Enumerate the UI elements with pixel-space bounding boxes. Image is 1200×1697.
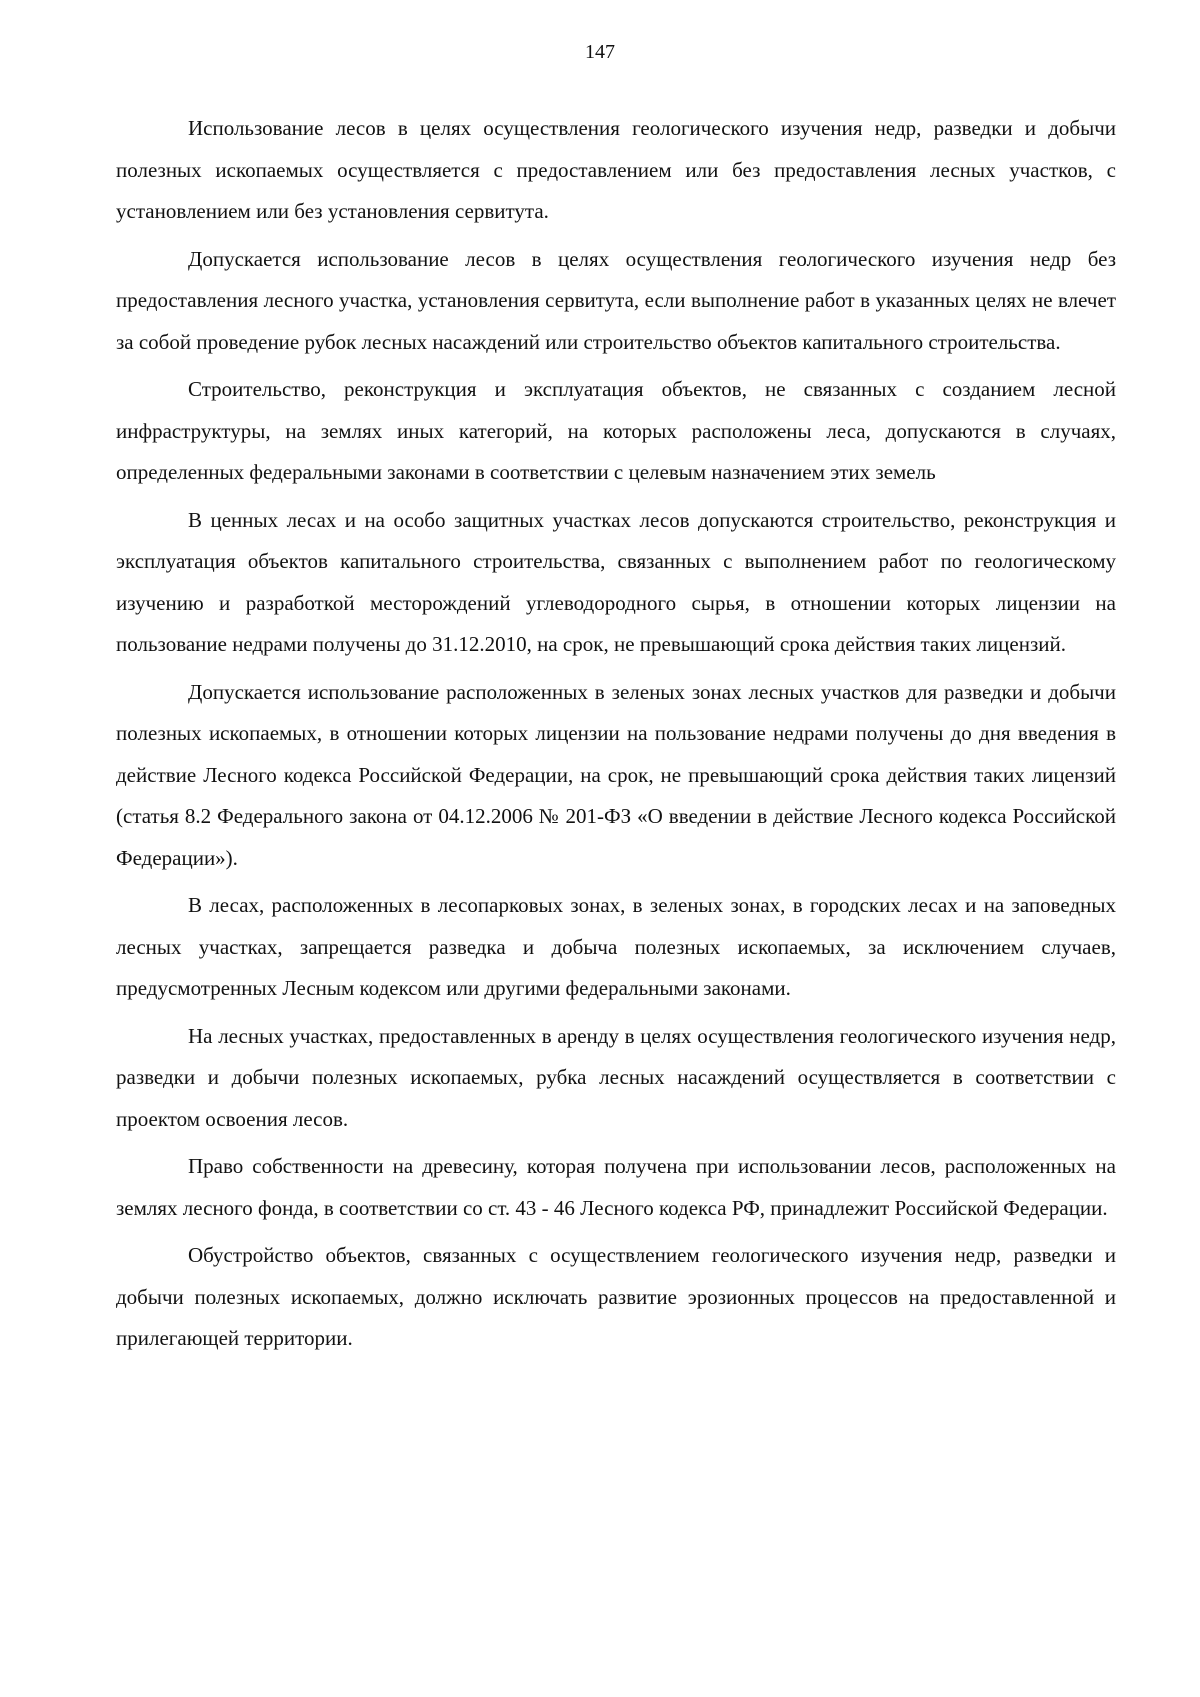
document-body — [116, 108, 1116, 1366]
paragraph: Допускается использование лесов в целях осуществления геологического изучения недр без предоставления лесного участка, установления сервитута, если выполнение работ в указанных целях не влечет за собой проведение рубок лесных насаждений или строительство объектов капитального строительства. — [116, 246, 1116, 354]
paragraph: В ценных лесах и на особо защитных участках лесов допускаются строительство, реконструкция и эксплуатация объектов капитального строительства, связанных с выполнением работ по геологическому изучению и разработкой месторождений углеводородного сырья, в отношении которых лицензии на пользование недрами получены до 31.12.2010, на срок, не превышающий срока действия таких лицензий. — [116, 507, 1116, 656]
paragraph: Строительство, реконструкция и эксплуатация объектов, не связанных с созданием лесной инфраструктуры, на землях иных категорий, на которых расположены леса, допускаются в случаях, определенных федеральными законами в соответствии с целевым назначением этих земель — [116, 377, 1116, 484]
page-number: 147 — [585, 41, 615, 63]
paragraph: Допускается использование расположенных в зеленых зонах лесных участков для разведки и добычи полезных ископаемых, в отношении которых лицензии на пользование недрами получены до дня введения в действие Лесного кодекса Российской Федерации, на срок, не превышающий срока действия таких лицензий (статья 8.2 Федерального закона от 04.12.2006 № 201-ФЗ «О введении в действие Лесного кодекса Российской Федерации»). — [116, 679, 1116, 870]
paragraph: Использование лесов в целях осуществления геологического изучения недр, разведки и добычи полезных ископаемых осуществляется с предоставлением или без предоставления лесных участков, с установлением или без установления сервитута. — [116, 116, 1116, 223]
paragraph: В лесах, расположенных в лесопарковых зонах, в зеленых зонах, в городских лесах и на заповедных лесных участках, запрещается разведка и добыча полезных ископаемых, за исключением случаев, предусмотренных Лесным кодексом или другими федеральными законами. — [116, 893, 1116, 1000]
paragraph: Право собственности на древесину, которая получена при использовании лесов, расположенных на землях лесного фонда, в соответствии со ст. 43 - 46 Лесного кодекса РФ, принадлежит Российской Федерации. — [116, 1154, 1116, 1220]
paragraph: Обустройство объектов, связанных с осуществлением геологического изучения недр, разведки и добычи полезных ископаемых, должно исключать развитие эрозионных процессов на предоставленной и прилегающей территории. — [116, 1243, 1116, 1350]
paragraph: На лесных участках, предоставленных в аренду в целях осуществления геологического изучения недр, разведки и добычи полезных ископаемых, рубка лесных насаждений осуществляется в соответствии с проектом освоения лесов. — [116, 1023, 1116, 1131]
